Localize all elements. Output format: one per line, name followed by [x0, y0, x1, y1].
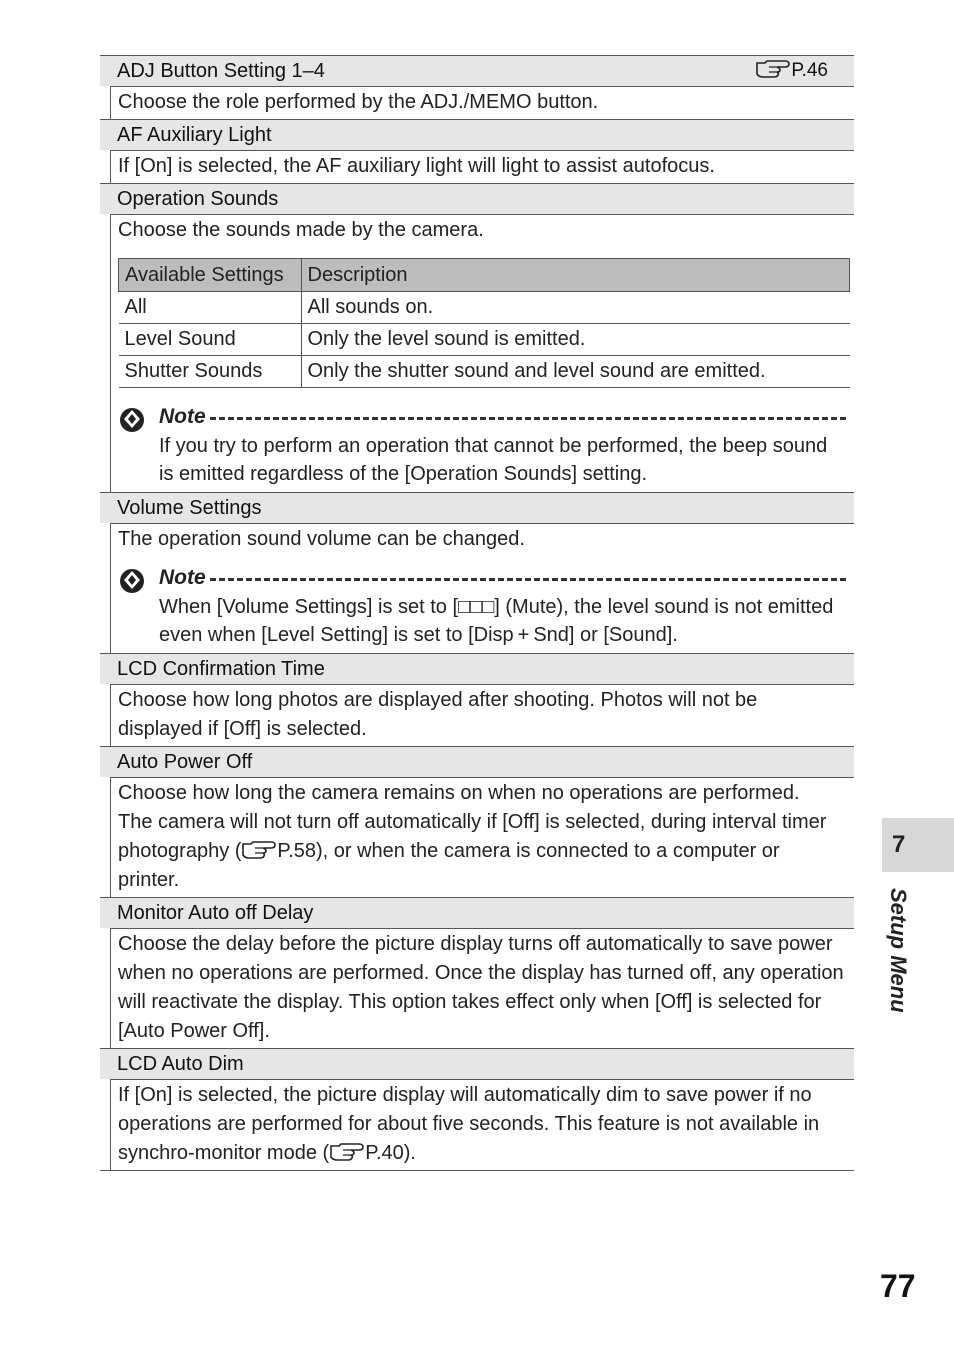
table-row: [119, 356, 850, 388]
table-cell: Only the level sound is emitted.: [301, 324, 850, 356]
description-text: The operation sound volume can be changed.: [118, 528, 525, 550]
description-text: [118, 1081, 846, 1168]
description-text: Choose the role performed by the ADJ./MEMO button.: [118, 91, 599, 113]
section-title: Monitor Auto off Delay: [117, 902, 314, 924]
note-box: [118, 563, 846, 651]
hand-pointer-icon: [755, 59, 791, 79]
table-cell: All: [119, 292, 302, 324]
section-header-adj: [100, 55, 854, 86]
description-text: Choose how long photos are displayed after shooting. Photos will not be displayed if [Off] is selected.: [118, 689, 758, 740]
page-ref-label[interactable]: P.58: [277, 840, 316, 862]
note-title-text: Note: [159, 405, 206, 428]
description-text: Choose how long the camera remains on when no operations are performed.: [118, 782, 800, 804]
section-title: LCD Auto Dim: [117, 1053, 244, 1075]
text-span: ), or when the camera is connected to a computer or printer.: [118, 840, 780, 891]
section-title: Volume Settings: [117, 497, 262, 519]
section-desc-volume: [110, 523, 854, 653]
table-cell: All sounds on.: [301, 292, 850, 324]
chapter-label: [877, 888, 917, 1018]
divider: [210, 578, 846, 581]
section-title: LCD Confirmation Time: [117, 658, 325, 680]
chapter-number: 7: [892, 831, 906, 858]
table-header-row: [119, 259, 850, 292]
note-icon: [118, 405, 146, 433]
section-title: Operation Sounds: [117, 188, 279, 210]
table-row: [119, 292, 850, 324]
section-header-af: [100, 119, 854, 150]
section-title: Auto Power Off: [117, 751, 253, 773]
divider: [210, 417, 846, 420]
section-header-lcd-auto-dim: [100, 1048, 854, 1079]
table-row: [119, 324, 850, 356]
section-desc-sounds: [110, 214, 854, 492]
section-title: ADJ Button Setting 1–4: [117, 60, 325, 82]
settings-list: [100, 55, 854, 1171]
table-cell: Level Sound: [119, 324, 302, 356]
section-header-volume: [100, 492, 854, 523]
section-header-auto-power-off: [100, 746, 854, 777]
note-title-text: Note: [159, 566, 206, 589]
page-ref-label[interactable]: P.40: [365, 1142, 404, 1164]
section-desc-lcd-confirmation: [110, 684, 854, 746]
table-cell: Only the shutter sound and level sound are emitted.: [301, 356, 850, 388]
available-settings-table: [118, 258, 850, 388]
note-body: When [Volume Settings] is set to [□□□] (Mute), the level sound is not emitted even when [Level Setting] is set to [Disp + Snd] or [Sound].: [159, 596, 834, 646]
note-title: [159, 563, 846, 593]
section-title: AF Auxiliary Light: [117, 124, 272, 146]
description-text: Choose the delay before the picture display turns off automatically to save power when no operations are performed. Once the display has turned off, any operation will reactivate the display. This option takes effect only when [Off] is selected for [Auto Power Off].: [118, 933, 844, 1042]
hand-pointer-icon: [329, 1142, 365, 1162]
description-text: [118, 808, 846, 895]
section-header-sounds: [100, 183, 854, 214]
text-span: ).: [403, 1142, 416, 1164]
section-desc-af: [110, 150, 854, 183]
page-reference[interactable]: [755, 56, 828, 86]
page-ref-label: P.46: [791, 60, 828, 81]
table-cell: Shutter Sounds: [119, 356, 302, 388]
chapter-tab[interactable]: [882, 818, 954, 872]
text-span: The camera will not turn off automatically if [Off] is selected, during interval timer photography (: [118, 811, 827, 862]
description-text: Choose the sounds made by the camera.: [118, 219, 484, 241]
column-header: Available Settings: [119, 259, 302, 292]
description-text: If [On] is selected, the AF auxiliary light will light to assist autofocus.: [118, 155, 715, 177]
section-desc-adj: [110, 86, 854, 119]
section-header-lcd-confirmation: [100, 653, 854, 684]
note-box: [118, 402, 846, 490]
section-desc-auto-power-off: [110, 777, 854, 897]
column-header: Description: [301, 259, 850, 292]
chapter-label-text: Setup Menu: [886, 888, 911, 1013]
section-desc-monitor-delay: [110, 928, 854, 1048]
note-title: [159, 402, 846, 432]
text-span: If [On] is selected, the picture display will automatically dim to save power if no operations are performed for about five seconds. This feature is not available in synchro-monitor mode (: [118, 1084, 820, 1164]
hand-pointer-icon: [241, 840, 277, 860]
section-header-monitor-delay: [100, 897, 854, 928]
note-body: If you try to perform an operation that cannot be performed, the beep sound is emitted regardless of the [Operation Sounds] setting.: [159, 435, 828, 485]
note-icon: [118, 566, 146, 594]
section-desc-lcd-auto-dim: [110, 1079, 854, 1170]
page-number: 77: [880, 1268, 916, 1304]
